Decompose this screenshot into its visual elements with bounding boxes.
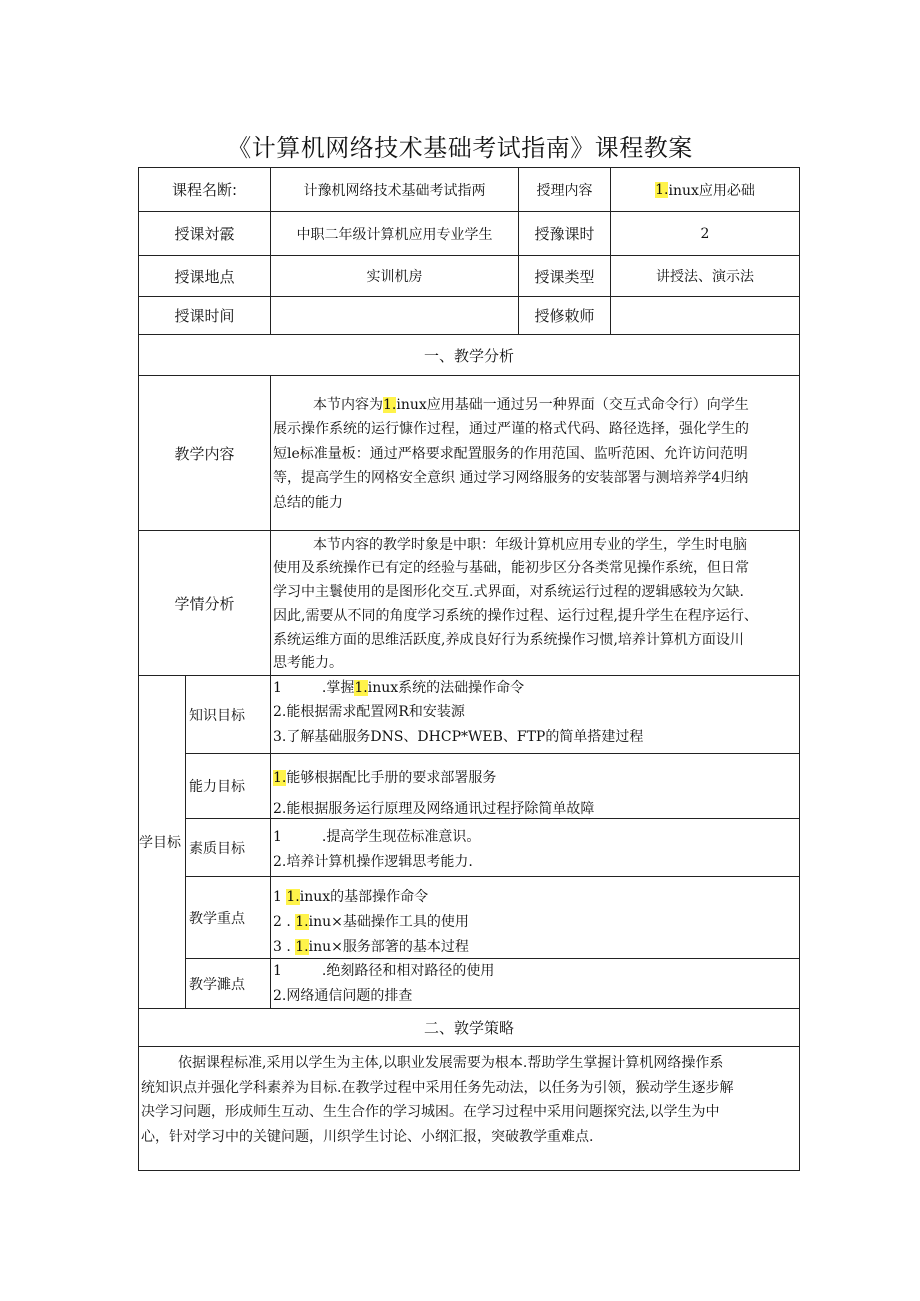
type-value: 讲授法、演示法 [656,269,754,285]
time-value [271,297,518,334]
type-label: 授课类型 [534,267,595,286]
key-points-label: 教学重点 [189,910,245,927]
quality-goal-label: 素质目标 [189,840,245,857]
teacher-value [611,297,799,334]
hours-label: 授豫课时 [534,225,595,243]
target-label: 授课対霰 [174,225,235,243]
content-value: 1. inux应用必础 [655,181,755,199]
goals-label: 学目标 [139,835,181,851]
teacher-label: 授修敕师 [534,307,595,325]
target-value: 中职二年级计算机应用专业学生 [296,226,493,243]
content-label: 授理内容 [536,182,593,199]
hours-value: 2 [700,225,710,242]
ability-goal-label: 能力目标 [189,779,245,795]
page-title: 《计算机网络技术基础考试指南》课程教案 [227,134,693,162]
course-name-value: 计豫机网络技术基础考试指两 [303,182,486,199]
section-analysis-title: 一、教学分析 [423,346,514,365]
course-name-label: 课程名断: [171,181,238,199]
knowledge-goal-label: 知识目标 [189,707,245,724]
place-label: 授课地点 [174,267,235,286]
place-value: 实训机房 [366,269,423,285]
teaching-content-label: 教学内容 [174,444,235,463]
time-label: 授课时间 [174,307,235,325]
section-strategy-title: 二、敦学策略 [423,1019,514,1037]
difficult-points-label: 教学濉点 [189,976,245,993]
student-analysis-label: 学情分析 [174,594,235,613]
